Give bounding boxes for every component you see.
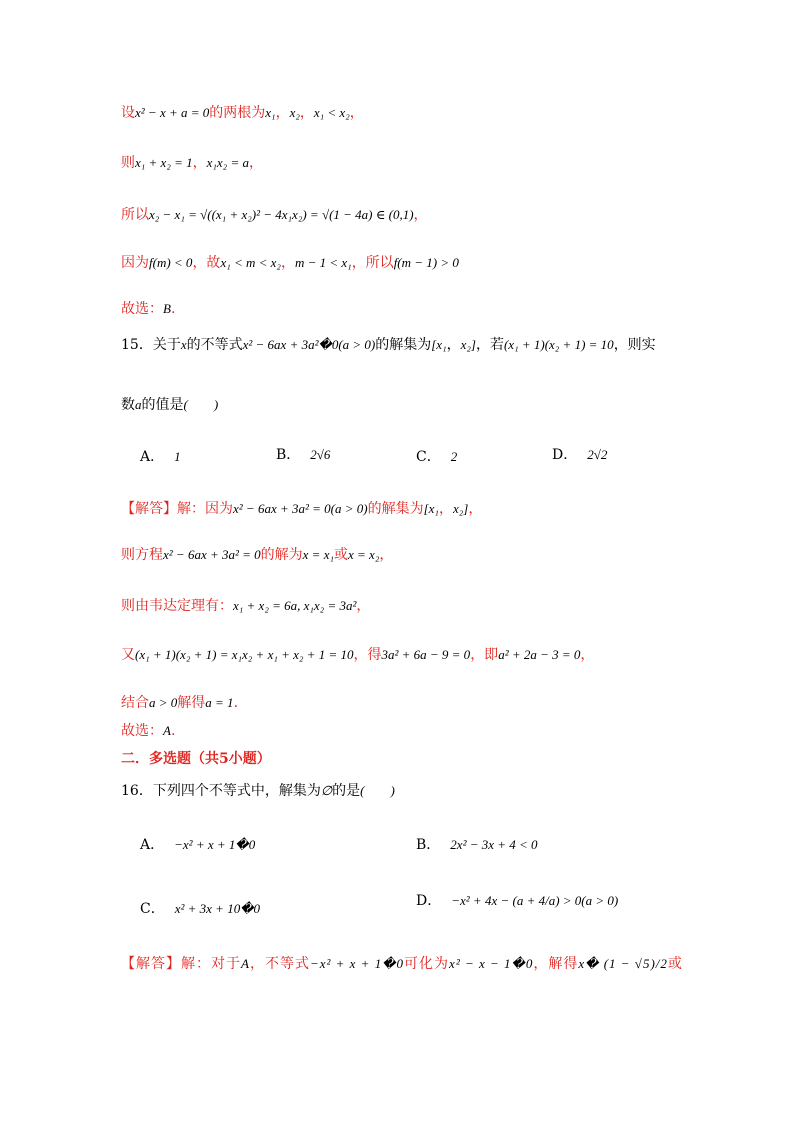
text: 或 xyxy=(334,547,348,563)
formula: x₁ < m < x₂ xyxy=(220,255,281,270)
formula: a > 0 xyxy=(149,695,178,710)
text: ， xyxy=(349,105,364,121)
text: 则方程 xyxy=(121,547,163,563)
answer-line-14 xyxy=(121,300,175,318)
text: ， xyxy=(446,337,461,353)
text: ，所以 xyxy=(351,255,394,271)
text: ，得 xyxy=(353,647,382,663)
text: 的解集为 xyxy=(375,337,432,353)
formula: m − 1 < x₁ xyxy=(294,255,352,270)
q16-option-d xyxy=(416,892,618,910)
text: 的解集为 xyxy=(367,501,424,517)
formula: 3a² + 6a − 9 = 0 xyxy=(381,647,471,662)
option-label: C． xyxy=(140,901,165,917)
text: 【解答】解：因为 xyxy=(121,501,233,517)
formula: B xyxy=(163,301,171,316)
text: 又 xyxy=(121,647,135,663)
solution-line-conclusion xyxy=(121,254,459,272)
text: 的解为 xyxy=(260,547,303,563)
formula: x₁ + x₂ = 1 xyxy=(135,155,193,170)
option-value: 2√2 xyxy=(587,447,608,462)
text: . xyxy=(170,301,176,317)
text: 或 xyxy=(667,956,683,972)
text: 因为 xyxy=(121,255,149,271)
formula: (x₁ + 1)(x₂ + 1) = 10 xyxy=(503,337,614,352)
formula: [x₁ xyxy=(423,501,439,516)
text: ， xyxy=(248,155,263,171)
text: ， xyxy=(280,255,295,271)
q15-option-d xyxy=(552,446,607,464)
option-label: C． xyxy=(416,449,441,465)
formula: x� (1 − √5)/2 xyxy=(578,956,668,971)
text: 则 xyxy=(121,155,135,171)
q15-option-b xyxy=(276,446,330,464)
text: ， xyxy=(275,105,290,121)
text: ， xyxy=(192,155,207,171)
text: 则由韦达定理有： xyxy=(121,598,233,614)
option-value: 1 xyxy=(174,449,181,464)
option-label: A． xyxy=(140,449,165,465)
option-label: B． xyxy=(276,447,301,463)
formula: x₁ + x₂ = 6a, x₁x₂ = 3a² xyxy=(233,598,357,613)
answer-line-15 xyxy=(121,722,175,740)
formula: x² − 6ax + 3a² = 0 xyxy=(163,547,261,562)
formula: x₁ < x₂ xyxy=(313,105,350,120)
q15-option-c xyxy=(416,448,457,466)
text: ， xyxy=(356,598,371,614)
formula: ( ) xyxy=(183,397,219,412)
formula: A xyxy=(163,723,171,738)
formula: x₂] xyxy=(460,337,476,352)
text: 二．多选题（共5小题） xyxy=(121,751,271,767)
text: ，解得 xyxy=(533,956,579,972)
formula: x² − 6ax + 3a²�0(a > 0) xyxy=(242,337,376,352)
option-value: 2 xyxy=(450,449,458,464)
formula: a = 1 xyxy=(205,695,234,710)
solution-line-roots xyxy=(121,104,364,122)
solution-line-vieta xyxy=(121,154,263,172)
text: 故选： xyxy=(121,723,163,739)
formula: f(m) < 0 xyxy=(149,255,193,270)
text: ， xyxy=(438,501,453,517)
text: ， xyxy=(580,647,595,663)
formula: a² + 2a − 3 = 0 xyxy=(498,647,581,662)
formula: x₁ xyxy=(265,105,276,120)
text: 15．关于 xyxy=(121,337,181,353)
text: 所以 xyxy=(121,207,149,223)
text: 的不等式 xyxy=(186,337,243,353)
question-15-stem xyxy=(121,336,656,354)
formula: x² − x + a = 0 xyxy=(135,105,210,120)
question-15-stem-cont xyxy=(121,396,218,414)
solution-15-line-3 xyxy=(121,597,370,615)
text: ，若 xyxy=(475,337,504,353)
option-label: D． xyxy=(552,447,578,463)
text: 的值是 xyxy=(141,397,184,413)
text: ，则实 xyxy=(613,337,656,353)
solution-15-line-4 xyxy=(121,646,594,664)
text: ， xyxy=(468,501,483,517)
text: 设 xyxy=(121,105,135,121)
formula: x = x₁ xyxy=(302,547,334,562)
formula: f(m − 1) > 0 xyxy=(393,255,459,270)
formula: a xyxy=(135,397,142,412)
formula: x xyxy=(180,337,187,352)
option-value: 2x² − 3x + 4 < 0 xyxy=(450,837,538,852)
text: ， xyxy=(413,207,428,223)
solution-15-line-5 xyxy=(121,694,238,712)
text: 数 xyxy=(121,397,135,413)
formula: (x₁ + 1)(x₂ + 1) = x₁x₂ + x₁ + x₂ + 1 = 10 xyxy=(135,647,354,662)
formula: [x₁ xyxy=(431,337,447,352)
option-label: D． xyxy=(416,893,442,909)
text: . xyxy=(233,695,239,711)
formula: −x² + x + 1�0 xyxy=(309,956,405,971)
text: 结合 xyxy=(121,695,149,711)
text: ， xyxy=(299,105,314,121)
section-heading-multiple-choice xyxy=(121,750,271,768)
text: ，即 xyxy=(470,647,499,663)
formula: A xyxy=(241,956,250,971)
formula: x₁x₂ = a xyxy=(206,155,249,170)
q16-option-c xyxy=(140,900,260,918)
text: 的两根为 xyxy=(209,105,266,121)
option-value: −x² + 4x − (a + 4/a) > 0(a > 0) xyxy=(451,893,619,908)
option-value: −x² + x + 1�0 xyxy=(174,837,256,852)
text: ，故 xyxy=(192,255,221,271)
q15-option-a xyxy=(140,448,181,466)
solution-16-line-1 xyxy=(121,955,683,973)
option-label: A． xyxy=(140,837,165,853)
text: 可化为 xyxy=(404,956,450,972)
text: ， xyxy=(379,547,394,563)
question-16-stem xyxy=(121,782,395,800)
q16-option-a xyxy=(140,836,255,854)
solution-15-line-2 xyxy=(121,546,393,564)
option-label: B． xyxy=(416,837,441,853)
formula: ∅ xyxy=(320,783,333,798)
solution-15-line-1 xyxy=(121,500,482,518)
text: 16．下列四个不等式中，解集为 xyxy=(121,783,321,799)
text: 解得 xyxy=(177,695,206,711)
text: 故选： xyxy=(121,301,163,317)
text: 的是 xyxy=(332,783,361,799)
formula: x₂] xyxy=(452,501,469,516)
option-value: 2√6 xyxy=(310,447,331,462)
formula: ( ) xyxy=(360,783,395,798)
formula: x = x₂ xyxy=(348,547,380,562)
text: ，不等式 xyxy=(249,956,310,972)
text: . xyxy=(170,723,176,739)
solution-line-difference xyxy=(121,206,428,224)
q16-option-b xyxy=(416,836,538,854)
formula: x₂ − x₁ = √((x₁ + x₂)² − 4x₁x₂) = √(1 − 4a) ∈ (0,1) xyxy=(149,207,414,222)
formula: x² − 6ax + 3a² = 0(a > 0) xyxy=(233,501,368,516)
formula: x₂ xyxy=(289,105,300,120)
option-value: x² + 3x + 10�0 xyxy=(174,901,261,916)
text: 【解答】解：对于 xyxy=(121,956,241,972)
formula: x² − x − 1�0 xyxy=(449,956,534,971)
